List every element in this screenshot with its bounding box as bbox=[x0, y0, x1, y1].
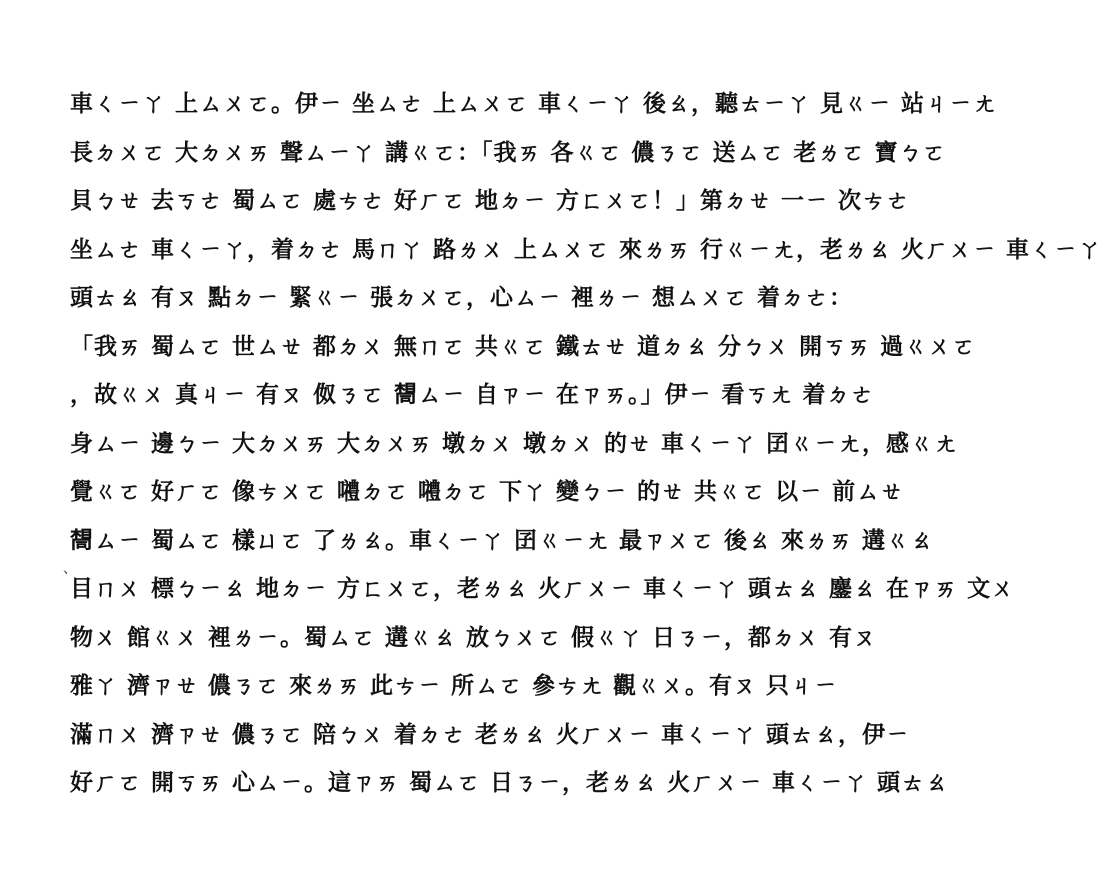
text-line: 覺ㄍㄛ 好ㄏㄛ 像ㄘㄨㄛ 𡅏ㄉㄛ 𡅏ㄉㄛ 下ㄚ 變ㄅㄧ 的ㄝ 共ㄍㄛ 以ㄧ 前ㄙㄝ bbox=[70, 478, 905, 505]
text-line: 頭ㄊㄠ 有ㄡ 點ㄉㄧ 緊ㄍㄧ 張ㄉㄨㄛ，心ㄙㄧ 裡ㄌㄧ 想ㄙㄨㄛ 着ㄉㄜ： bbox=[70, 284, 854, 311]
text-line: 好ㄏㄛ 開ㄎㄞ 心ㄙㄧ。這ㄗㄞ 蜀ㄙㄛ 日ㄋㄧ，老ㄌㄠ 火ㄏㄨㄧ 車ㄑㄧㄚ 頭ㄊㄠ bbox=[70, 769, 950, 796]
text-line: 坐ㄙㄜ 車ㄑㄧㄚ，着ㄉㄜ 馬ㄇㄚ 路ㄌㄨ 上ㄙㄨㄛ 來ㄌㄞ 行ㄍㄧㄤ，老ㄌㄠ 火ㄏㄨㄧ 車ㄑㄧㄚ bbox=[70, 235, 1102, 263]
text-line: 「我ㄞ 蜀ㄙㄛ 世ㄙㄝ 都ㄉㄨ 無ㄇㄛ 共ㄍㄛ 鐵ㄊㄝ 道ㄉㄠ 分ㄅㄨ 開ㄎㄞ 過ㄍㄨㄛ bbox=[70, 332, 977, 360]
text-body bbox=[70, 82, 1102, 810]
stray-mark: 、 bbox=[63, 561, 77, 577]
text-line: 貝ㄅㄝ 去ㄎㄜ 蜀ㄙㄛ 處ㄘㄜ 好ㄏㄛ 地ㄉㄧ 方ㄈㄨㄛ！」第ㄉㄝ 一ㄧ 次ㄘㄜ bbox=[70, 187, 911, 214]
text-line: 滿ㄇㄨ 濟ㄗㄝ 儂ㄋㄛ 陪ㄅㄨ 着ㄉㄜ 老ㄌㄠ 火ㄏㄨㄧ 車ㄑㄧㄚ 頭ㄊㄠ，伊ㄧ bbox=[70, 720, 911, 748]
text-line: 長ㄉㄨㄛ 大ㄉㄨㄞ 聲ㄙㄧㄚ 講ㄍㄛ：「我ㄞ 各ㄍㄛ 儂ㄋㄛ 送ㄙㄛ 老ㄌㄛ 寶ㄅㄛ bbox=[70, 138, 947, 166]
text-line: 身ㄙㄧ 邊ㄅㄧ 大ㄉㄨㄞ 大ㄉㄨㄞ 墩ㄉㄨ 墩ㄉㄨ 的ㄝ 車ㄑㄧㄚ 囝ㄍㄧㄤ，感ㄍㄤ bbox=[70, 429, 959, 457]
text-line: 𫝛ㄙㄧ 蜀ㄙㄛ 樣ㄩㄛ 了ㄌㄠ。車ㄑㄧㄚ 囝ㄍㄧㄤ 最ㄗㄨㄛ 後ㄠ 來ㄌㄞ 遘ㄍㄠ bbox=[70, 526, 935, 554]
text-line: ，故ㄍㄨ 真ㄐㄧ 有ㄡ 伮ㄋㄛ 𫝛ㄙㄧ 自ㄗㄧ 在ㄗㄞ。」伊ㄧ 看ㄎㄤ 着ㄉㄜ bbox=[70, 381, 875, 408]
text-line: 雅ㄚ 濟ㄗㄝ 儂ㄋㄛ 來ㄌㄞ 此ㄘㄧ 所ㄙㄛ 參ㄘㄤ 觀ㄍㄨ。有ㄡ 只ㄐㄧ bbox=[70, 672, 839, 699]
text-line: 目ㄇㄨ 標ㄅㄧㄠ 地ㄉㄧ 方ㄈㄨㄛ，老ㄌㄠ 火ㄏㄨㄧ 車ㄑㄧㄚ 頭ㄊㄠ 鏖ㄠ 在ㄗㄞ 文ㄨ bbox=[70, 575, 1016, 602]
text-line: 物ㄨ 館ㄍㄨ 裡ㄌㄧ。蜀ㄙㄛ 遘ㄍㄠ 放ㄅㄨㄛ 假ㄍㄚ 日ㄋㄧ，都ㄉㄨ 有ㄡ bbox=[70, 623, 878, 651]
text-line: 車ㄑㄧㄚ 上ㄙㄨㄛ。伊ㄧ 坐ㄙㄜ 上ㄙㄨㄛ 車ㄑㄧㄚ 後ㄠ，聽ㄊㄧㄚ 見ㄍㄧ 站ㄐㄧㄤ bbox=[70, 90, 998, 117]
